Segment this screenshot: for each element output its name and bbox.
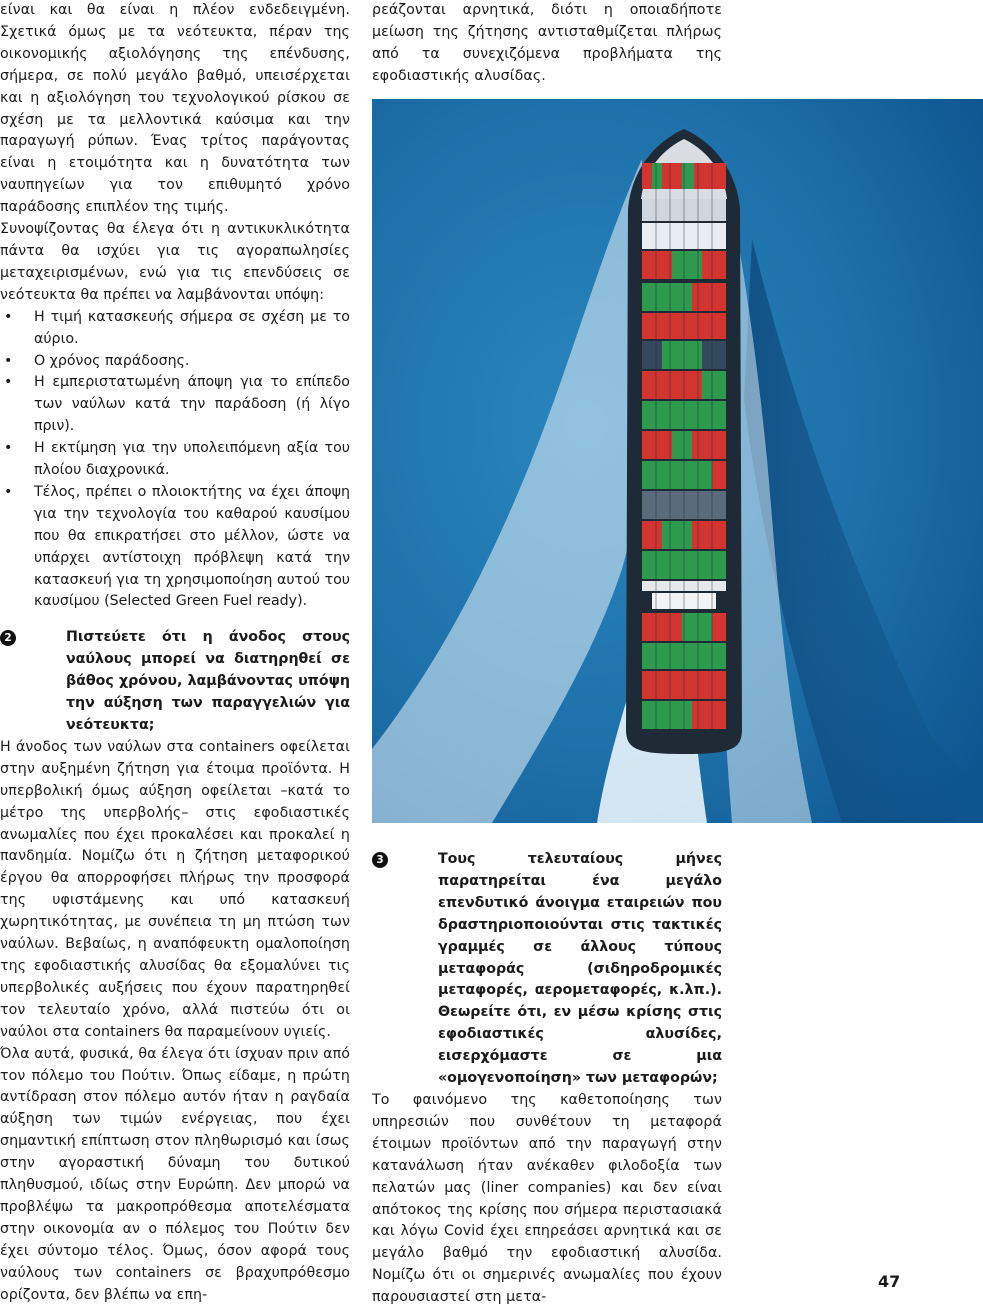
- continuation-paragraph: ρεάζονται αρνητικά, διότι η οποιαδήποτε μείωση της ζήτησης αντισταθμίζεται πλήρως από τα συνεχιζόμενα προβλήματα της εφοδιαστικής αλυσίδας.: [372, 2, 722, 84]
- list-item: • Η εκτίμηση για την υπολειπόμενη αξία του πλοίου διαχρονικά.: [4, 440, 350, 479]
- question-3: [372, 849, 722, 1090]
- question-2: [0, 627, 350, 737]
- considerations-list: [0, 307, 350, 614]
- question-number-badge: 3: [372, 852, 388, 868]
- page-number: 47: [878, 1272, 901, 1291]
- right-column-lower: [372, 849, 722, 1309]
- question-3-text: Τους τελευταίους μήνες παρατηρείται ένα μεγάλο επενδυτικό άνοιγμα εταιρειών που δραστηριοποιούνται στις τακτικές γραμμές σε άλλους τύπους μεταφοράς (σιδηροδρομικές μεταφορές, αερομεταφορές, κ.λπ.). Θεωρείτε ότι, εν μέσω κρίσης στις εφοδιαστικές αλυσίδες, εισερχόμαστε σε μια «ομογενοποίηση» των μεταφορών;: [438, 851, 722, 1087]
- summary-paragraph: Συνοψίζοντας θα έλεγα ότι η αντικυκλικότητα πάντα θα ισχύει για τις αγοραπωλησίες μεταχειρισμένων, ενώ για τις επενδύσεις σε νεότευκτα θα πρέπει να λαμβάνονται υπόψη:: [0, 221, 350, 303]
- list-item: • Τέλος, πρέπει ο πλοιοκτήτης να έχει άποψη για την τεχνολογία του καθαρού καυσίμου που θα επικρατήσει στο μέλλον, ώστε να υπάρχει αντίστοιχη πρόβλεψη κατά την κατασκευή για τη χρησιμοποίηση αυτού του καυσίμου (Selected Green Fuel ready).: [4, 483, 350, 610]
- container-ship-aerial-image: [372, 99, 983, 823]
- container-ship-photo: [372, 99, 983, 823]
- bullet-symbol: •: [4, 483, 13, 500]
- left-column: [0, 0, 350, 1306]
- answer-2-paragraph: Όλα αυτά, φυσικά, θα έλεγα ότι ίσχυαν πριν από τον πόλεμο του Πούτιν. Όπως είδαμε, η πρώτη αντίδραση στον πόλεμο αυτόν ήταν η ραγδαία αύξηση των τιμών ενέργειας, που έχει σημαντική επίπτωση στον πληθωρισμό και ίσως στην αγοραστική δύναμη του δυτικού πληθυσμού, ιδίως στην Ευρώπη. Δεν μπορώ να προβλέψω τα μακροπρόθεσμα αποτελέσματα στην οικονομία αν ο πόλεμος του Πούτιν δεν έχει σύντομο τέλος. Όμως, όσον αφορά τους ναύλους των containers σε βραχυπρόθεσμο ορίζοντα, δεν βλέπω να επη-: [0, 1045, 350, 1303]
- question-number-badge: 2: [0, 630, 16, 646]
- answer-3-paragraph: Το φαινόμενο της καθετοποίησης των υπηρεσιών που συνθέτουν τη μεταφορά έτοιμων προϊόντων από την παραγωγή στην κατανάλωση ήταν ανέκαθεν φιλοδοξία των πελατών μας (liner companies) και δεν είναι απότοκος της κρίσης που σήμερα περιστασιακά και λόγω Covid έχει επηρεάσει αρνητικά και σε μεγάλο βαθμό την εφοδιαστική αλυσίδα. Νομίζω ότι οι σημερινές ανωμαλίες που έχουν παρουσιαστεί στη μετα-: [372, 1091, 722, 1306]
- intro-paragraph: είναι και θα είναι η πλέον ενδεδειγμένη. Σχετικά όμως με τα νεότευκτα, πέραν της οικονομικής αξιολόγησης της επένδυσης, σήμερα, σε πολύ μεγάλο βαθμό, υπεισέρχεται και η αξιολόγηση του τεχνολογικού ρίσκου σε σχέση με τα μελλοντικά καύσιμα και την παραγωγή ρύπων. Ένας τρίτος παράγοντας είναι η ετοιμότητα και η δυνατότητα των ναυπηγείων για τον επιθυμητό χρόνο παράδοσης επιπλέον της τιμής.: [0, 2, 350, 216]
- bullet-symbol: •: [4, 440, 13, 457]
- right-column: [372, 0, 722, 88]
- bullet-symbol: •: [4, 308, 13, 325]
- list-item: • Η τιμή κατασκευής σήμερα σε σχέση με το αύριο.: [4, 308, 350, 347]
- bullet-symbol: •: [4, 352, 13, 369]
- list-item: • Ο χρόνος παράδοσης.: [0, 351, 350, 373]
- list-item: • Η εμπεριστατωμένη άποψη για το επίπεδο των ναύλων κατά την παράδοση (ή λίγο πριν).: [4, 374, 350, 435]
- bullet-symbol: •: [4, 374, 13, 391]
- question-2-text: Πιστεύετε ότι η άνοδος στους ναύλους μπορεί να διατηρηθεί σε βάθος χρόνου, λαμβάνοντας υπόψη την αύξηση των παραγγελιών για νεότευκτα;: [66, 629, 350, 733]
- answer-2-paragraph: Η άνοδος των ναύλων στα containers οφείλεται στην αυξημένη ζήτηση για έτοιμα προϊόντα. Η υπερβολική όμως αύξηση οφείλεται –κατά το μέτρο της υπερβολής– στις εφοδιαστικές ανωμαλίες που έχει προκαλέσει και προκαλεί η πανδημία. Νομίζω ότι η ζήτηση μεταφορικού έργου θα απορροφήσει πλήρως την προσφορά της υφιστάμενης και υπό κατασκευή χωρητικότητας, με συνέπεια τη μη πτώση των ναύλων. Βεβαίως, η αναπόφευκτη ομαλοποίηση της εφοδιαστικής αλυσίδας θα εξομαλύνει τις υπερβολικές αυξήσεις που έχουν παρατηρηθεί τον τελευταίο χρόνο, αλλά πιστεύω ότι οι ναύλοι στα containers θα παραμείνουν υγιείς.: [0, 738, 350, 1040]
